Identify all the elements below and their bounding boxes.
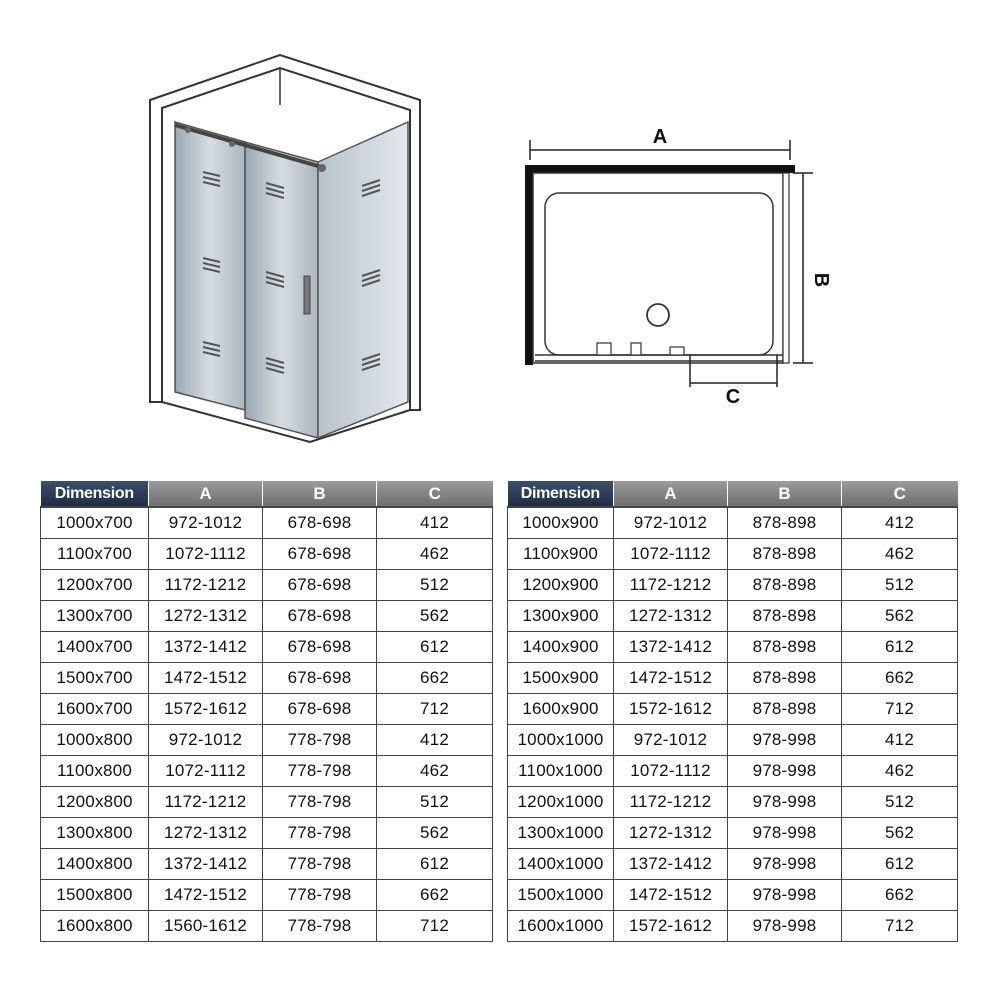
c-cell: 412 — [377, 725, 493, 756]
b-cell: 678-698 — [263, 539, 377, 570]
table-body-right — [508, 507, 958, 942]
dimension-cell: 1300x800 — [41, 818, 149, 849]
table-row — [41, 539, 493, 570]
table-row — [508, 911, 958, 942]
table-row — [508, 694, 958, 725]
c-cell: 712 — [842, 694, 958, 725]
a-cell: 1272-1312 — [149, 601, 263, 632]
dimension-cell: 1400x900 — [508, 632, 614, 663]
dimension-cell: 1000x700 — [41, 507, 149, 539]
a-cell: 1172-1212 — [614, 570, 728, 601]
dimension-cell: 1000x900 — [508, 507, 614, 539]
table-row — [41, 663, 493, 694]
c-cell: 712 — [377, 694, 493, 725]
table-row — [508, 570, 958, 601]
b-cell: 978-998 — [728, 756, 842, 787]
b-cell: 878-898 — [728, 539, 842, 570]
a-cell: 1072-1112 — [149, 539, 263, 570]
c-cell: 462 — [377, 539, 493, 570]
shower-enclosure-3d-drawing — [140, 50, 440, 460]
header-b: B — [263, 481, 377, 507]
table-row — [41, 756, 493, 787]
table-header-row — [41, 481, 493, 507]
b-cell: 878-898 — [728, 694, 842, 725]
c-cell: 562 — [377, 601, 493, 632]
table-row — [41, 694, 493, 725]
table-row — [41, 570, 493, 601]
table-header-row — [508, 481, 958, 507]
b-cell: 778-798 — [263, 725, 377, 756]
dimension-cell: 1500x800 — [41, 880, 149, 911]
c-cell: 462 — [842, 539, 958, 570]
dimension-cell: 1200x700 — [41, 570, 149, 601]
c-cell: 412 — [377, 507, 493, 539]
a-cell: 1372-1412 — [614, 849, 728, 880]
dimension-cell: 1100x1000 — [508, 756, 614, 787]
a-cell: 1072-1112 — [614, 539, 728, 570]
a-cell: 972-1012 — [149, 507, 263, 539]
b-cell: 978-998 — [728, 787, 842, 818]
c-cell: 512 — [377, 787, 493, 818]
table-row — [41, 911, 493, 942]
dimension-cell: 1200x900 — [508, 570, 614, 601]
plan-view-dimension-drawing — [515, 115, 835, 415]
c-cell: 562 — [842, 818, 958, 849]
c-cell: 612 — [842, 849, 958, 880]
a-cell: 1372-1412 — [614, 632, 728, 663]
a-cell: 1272-1312 — [614, 818, 728, 849]
header-a: A — [614, 481, 728, 507]
a-cell: 1472-1512 — [149, 663, 263, 694]
b-cell: 978-998 — [728, 849, 842, 880]
table-row — [41, 818, 493, 849]
dimension-cell: 1000x800 — [41, 725, 149, 756]
b-cell: 878-898 — [728, 570, 842, 601]
a-cell: 1072-1112 — [614, 756, 728, 787]
dimension-cell: 1400x1000 — [508, 849, 614, 880]
b-cell: 878-898 — [728, 507, 842, 539]
a-cell: 1272-1312 — [149, 818, 263, 849]
a-cell: 1472-1512 — [149, 880, 263, 911]
table-row — [508, 507, 958, 539]
dimension-cell: 1600x700 — [41, 694, 149, 725]
dimension-cell: 1400x700 — [41, 632, 149, 663]
table-row — [41, 787, 493, 818]
c-cell: 512 — [842, 570, 958, 601]
dimension-cell: 1100x800 — [41, 756, 149, 787]
b-cell: 778-798 — [263, 818, 377, 849]
c-cell: 512 — [377, 570, 493, 601]
a-cell: 1372-1412 — [149, 632, 263, 663]
c-cell: 512 — [842, 787, 958, 818]
dimension-cell: 1600x1000 — [508, 911, 614, 942]
a-cell: 972-1012 — [614, 725, 728, 756]
b-cell: 778-798 — [263, 911, 377, 942]
c-cell: 462 — [842, 756, 958, 787]
a-cell: 1372-1412 — [149, 849, 263, 880]
table-body-left — [41, 507, 493, 942]
plan-view-illustration — [515, 115, 835, 415]
dimension-cell: 1300x700 — [41, 601, 149, 632]
dimension-cell: 1600x900 — [508, 694, 614, 725]
b-cell: 878-898 — [728, 601, 842, 632]
b-cell: 678-698 — [263, 601, 377, 632]
dimension-cell: 1100x700 — [41, 539, 149, 570]
a-cell: 1172-1212 — [149, 787, 263, 818]
dimension-label-c: C — [725, 386, 741, 408]
dimension-cell: 1500x900 — [508, 663, 614, 694]
table-row — [508, 601, 958, 632]
dimension-cell: 1500x1000 — [508, 880, 614, 911]
dimension-cell: 1100x900 — [508, 539, 614, 570]
table-row — [508, 818, 958, 849]
c-cell: 662 — [842, 880, 958, 911]
dimension-label-b: B — [810, 272, 832, 288]
b-cell: 678-698 — [263, 632, 377, 663]
b-cell: 678-698 — [263, 694, 377, 725]
c-cell: 612 — [377, 632, 493, 663]
table-row — [41, 725, 493, 756]
header-c: C — [377, 481, 493, 507]
b-cell: 978-998 — [728, 880, 842, 911]
b-cell: 778-798 — [263, 787, 377, 818]
dimension-cell: 1300x900 — [508, 601, 614, 632]
table-row — [508, 787, 958, 818]
a-cell: 972-1012 — [614, 507, 728, 539]
c-cell: 562 — [377, 818, 493, 849]
b-cell: 778-798 — [263, 849, 377, 880]
c-cell: 662 — [377, 880, 493, 911]
dimension-cell: 1600x800 — [41, 911, 149, 942]
table-row — [41, 507, 493, 539]
a-cell: 1572-1612 — [149, 694, 263, 725]
b-cell: 678-698 — [263, 507, 377, 539]
header-b: B — [728, 481, 842, 507]
b-cell: 978-998 — [728, 818, 842, 849]
c-cell: 562 — [842, 601, 958, 632]
c-cell: 612 — [377, 849, 493, 880]
table-row — [41, 632, 493, 663]
a-cell: 1072-1112 — [149, 756, 263, 787]
b-cell: 778-798 — [263, 756, 377, 787]
dimension-label-a: A — [652, 126, 668, 148]
table-row — [41, 880, 493, 911]
c-cell: 412 — [842, 507, 958, 539]
b-cell: 878-898 — [728, 663, 842, 694]
b-cell: 678-698 — [263, 663, 377, 694]
a-cell: 1272-1312 — [614, 601, 728, 632]
table-row — [508, 632, 958, 663]
table-row — [41, 601, 493, 632]
b-cell: 878-898 — [728, 632, 842, 663]
a-cell: 1560-1612 — [149, 911, 263, 942]
a-cell: 1472-1512 — [614, 880, 728, 911]
header-dimension: Dimension — [41, 481, 149, 507]
table-row — [41, 849, 493, 880]
c-cell: 662 — [377, 663, 493, 694]
dimension-table-right — [507, 481, 958, 942]
table-row — [508, 663, 958, 694]
c-cell: 462 — [377, 756, 493, 787]
table-row — [508, 756, 958, 787]
a-cell: 1572-1612 — [614, 911, 728, 942]
dimension-cell: 1500x700 — [41, 663, 149, 694]
dimension-cell: 1400x800 — [41, 849, 149, 880]
c-cell: 712 — [377, 911, 493, 942]
dimension-cell: 1300x1000 — [508, 818, 614, 849]
b-cell: 678-698 — [263, 570, 377, 601]
c-cell: 662 — [842, 663, 958, 694]
c-cell: 412 — [842, 725, 958, 756]
c-cell: 712 — [842, 911, 958, 942]
a-cell: 1172-1212 — [149, 570, 263, 601]
header-a: A — [149, 481, 263, 507]
a-cell: 972-1012 — [149, 725, 263, 756]
b-cell: 978-998 — [728, 911, 842, 942]
a-cell: 1472-1512 — [614, 663, 728, 694]
table-row — [508, 849, 958, 880]
header-c: C — [842, 481, 958, 507]
table-row — [508, 725, 958, 756]
b-cell: 978-998 — [728, 725, 842, 756]
a-cell: 1572-1612 — [614, 694, 728, 725]
table-row — [508, 539, 958, 570]
a-cell: 1172-1212 — [614, 787, 728, 818]
dimension-cell: 1200x1000 — [508, 787, 614, 818]
dimension-cell: 1200x800 — [41, 787, 149, 818]
dimension-table-left — [40, 481, 493, 942]
header-dimension: Dimension — [508, 481, 614, 507]
c-cell: 612 — [842, 632, 958, 663]
table-row — [508, 880, 958, 911]
shower-enclosure-illustration — [140, 50, 440, 460]
b-cell: 778-798 — [263, 880, 377, 911]
dimension-cell: 1000x1000 — [508, 725, 614, 756]
